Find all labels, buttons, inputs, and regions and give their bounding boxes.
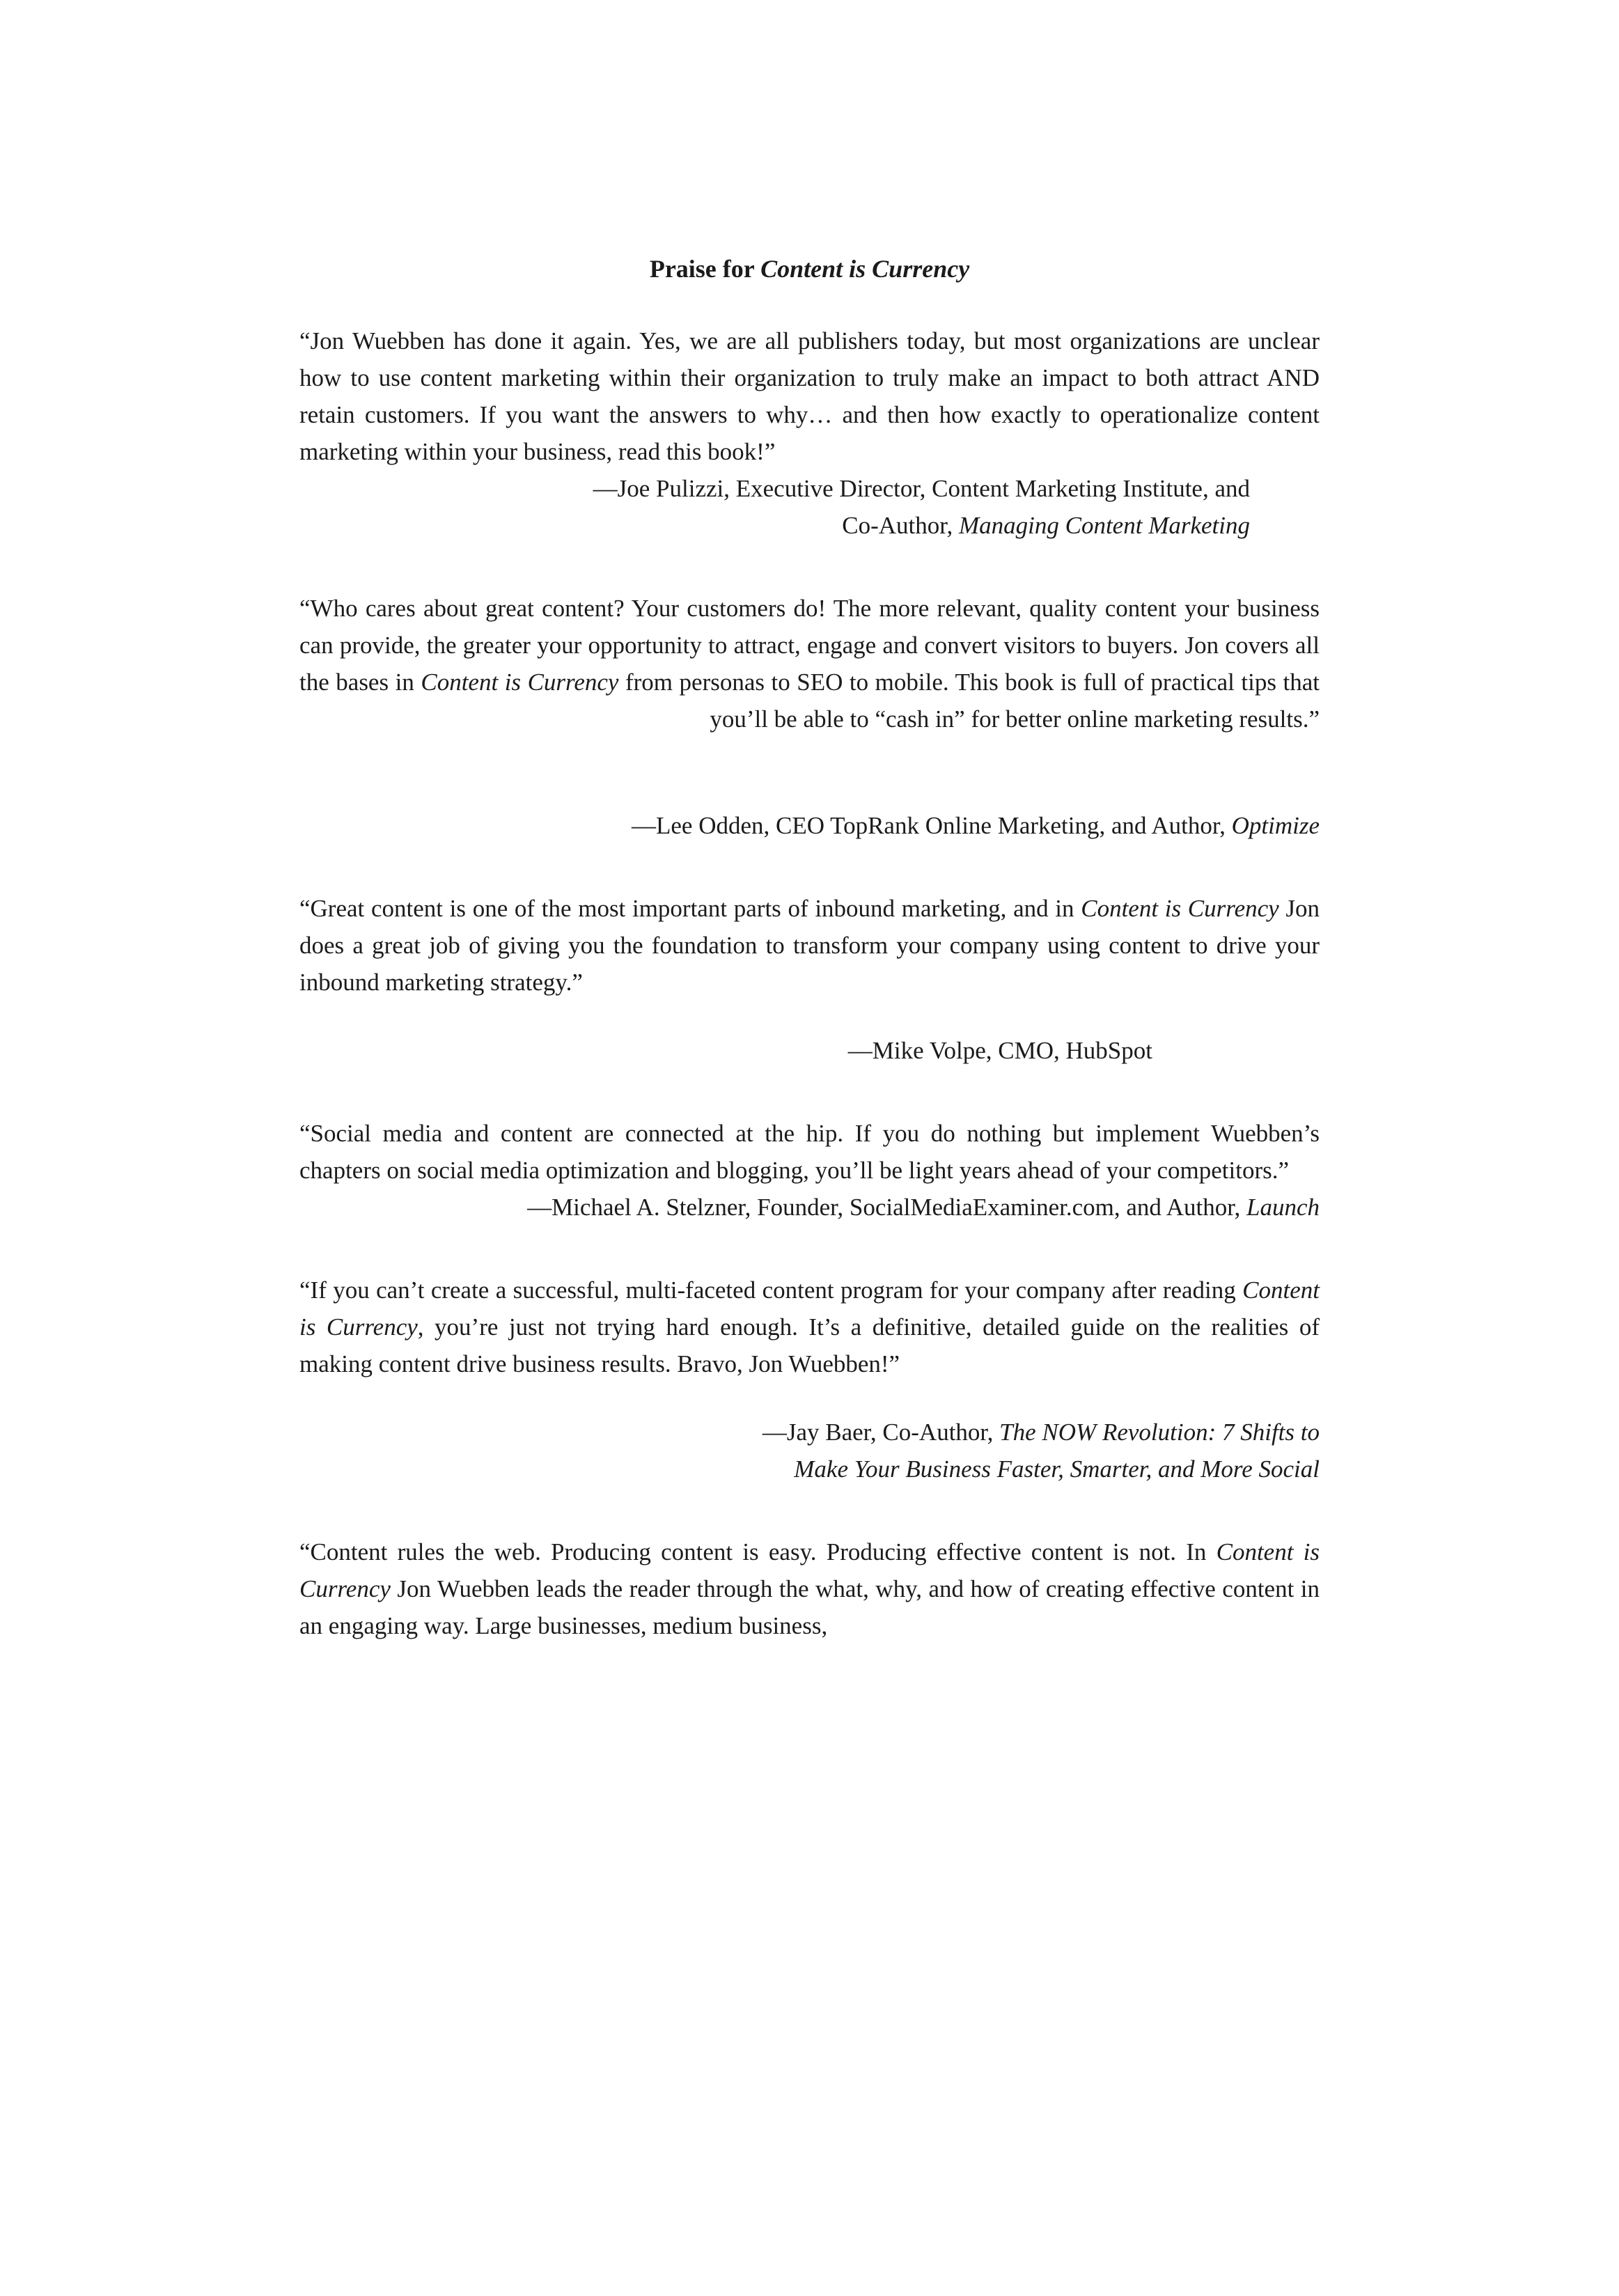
quote-block <box>299 1533 1320 1644</box>
quote-attribution <box>299 507 1320 544</box>
quote-attribution <box>299 1189 1320 1226</box>
quote-text <box>299 322 1320 470</box>
book-title-italic: Managing Content Marketing <box>958 512 1250 539</box>
text-run: Jon does a great job of giving you the foundation to transform your company using content to drive your inbound marketing strategy.” <box>299 895 1320 996</box>
book-title-italic: The NOW Revolution: 7 Shifts to <box>999 1419 1320 1446</box>
quote-attribution <box>299 1032 1320 1069</box>
quote-block <box>299 1115 1320 1226</box>
text-run: Co-Author, <box>842 512 959 539</box>
text-run: “Who cares about great content? Your customers do! The more relevant, quality content your business can provide, the greater your opportunity to attract, engage and convert visitors to buyers. Jon covers all the bases in <box>299 595 1320 696</box>
quote-block <box>299 322 1320 544</box>
text-run: —Michael A. Stelzner, Founder, SocialMediaExaminer.com, and Author, <box>527 1194 1246 1221</box>
text-run: “Great content is one of the most important parts of inbound marketing, and in <box>299 895 1081 922</box>
book-title-italic: Make Your Business Faster, Smarter, and More Social <box>794 1455 1320 1483</box>
book-title-italic: Optimize <box>1231 812 1320 839</box>
text-run: “If you can’t create a successful, multi-faceted content program for your company after reading <box>299 1276 1243 1304</box>
quote-attribution <box>299 470 1320 507</box>
text-run: “Content rules the web. Producing content is easy. Producing effective content is not. In <box>299 1538 1217 1565</box>
text-run: “Social media and content are connected at the hip. If you do nothing but implement Wuebben’s chapters on social media optimization and blogging, you’ll be light years ahead of your competitors.” <box>299 1120 1320 1184</box>
quote-text <box>299 1115 1320 1189</box>
text-run: —Joe Pulizzi, Executive Director, Content Marketing Institute, and <box>593 475 1250 502</box>
quote-block <box>299 590 1320 844</box>
book-title-italic: Content is Currency <box>421 669 619 696</box>
text-run: from personas to SEO to mobile. This book is full of practical tips that you’ll be able to “cash in” for better online marketing results.” <box>618 669 1320 733</box>
quote-block <box>299 1272 1320 1487</box>
quote-attribution <box>299 807 1320 844</box>
quote-text <box>299 1533 1320 1644</box>
quote-text <box>299 1272 1320 1382</box>
book-title-italic: Content is Currency <box>760 255 970 283</box>
quote-block <box>299 890 1320 1069</box>
quote-text <box>299 890 1320 1001</box>
book-title-italic: Content is Currency <box>1081 895 1279 922</box>
text-run: —Lee Odden, CEO TopRank Online Marketing, and Author, <box>632 812 1232 839</box>
text-run: —Jay Baer, Co-Author, <box>762 1419 1000 1446</box>
quote-text <box>299 590 1320 737</box>
quotes-list <box>299 322 1320 1644</box>
text-run: —Mike Volpe, CMO, HubSpot <box>847 1037 1152 1064</box>
book-title-italic: Launch <box>1246 1194 1320 1221</box>
text-run: Praise for <box>649 255 761 283</box>
quote-attribution <box>299 1451 1320 1487</box>
quote-attribution <box>299 1414 1320 1451</box>
text-run: , you’re just not trying hard enough. It’s a definitive, detailed guide on the realities of making content drive business results. Bravo, Jon Wuebben!” <box>299 1313 1320 1377</box>
page-title <box>299 251 1320 288</box>
book-title-italic: Content is Currency <box>299 1538 1320 1602</box>
text-run: Jon Wuebben leads the reader through the what, why, and how of creating effective content in an engaging way. Large businesses, medium business, <box>299 1575 1320 1639</box>
text-run: “Jon Wuebben has done it again. Yes, we are all publishers today, but most organizations are unclear how to use content marketing within their organization to truly make an impact to both attract AND retain customers. If you want the answers to why… and then how exactly to operationalize content marketing within your business, read this book!” <box>299 327 1320 465</box>
book-title-italic: Content is Currency <box>299 1276 1320 1341</box>
